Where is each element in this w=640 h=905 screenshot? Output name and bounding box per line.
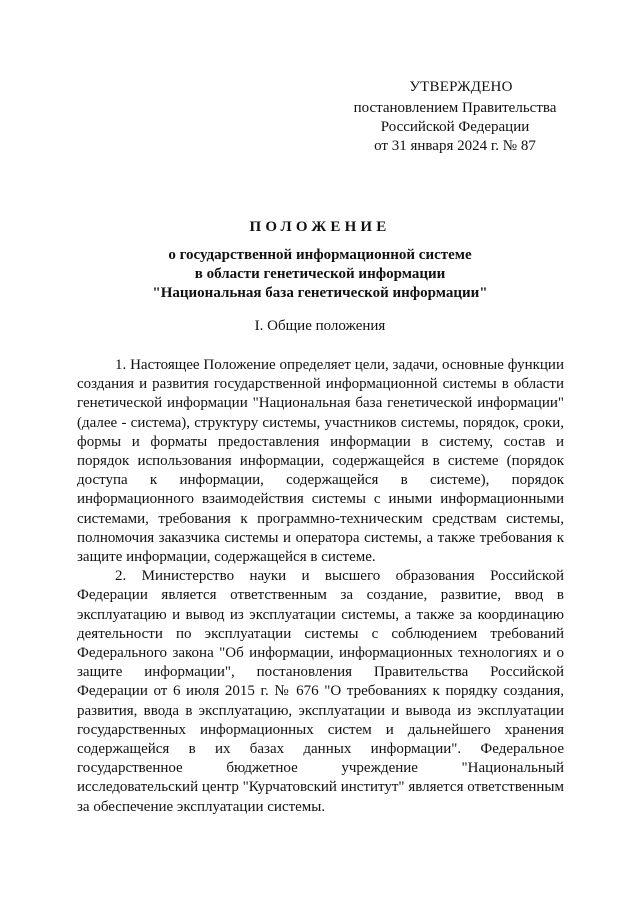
subtitle-line-2: в области генетической информации [194, 266, 446, 282]
subtitle-line-3: "Национальная база генетической информации" [152, 285, 488, 301]
approval-stamp-title: УТВЕРЖДЕНО [409, 79, 513, 95]
approval-line-date: от 31 января 2024 г. № 87 [374, 138, 536, 154]
paragraph-1: 1. Настоящее Положение определяет цели, задачи, основные функции создания и развития государственной информационной системы в области генетической информации "Национальная база генетической информации" (далее - система), структуру системы, участников системы, порядок, сроки, формы и форматы предоставления информации в систему, состав и порядок использования информации, содержащейся в системе (порядок доступа к информации, содержащейся в системе), порядок информационного взаимодействия системы с иными информационными системами, требования к программно-техническим средствам системы, полномочия заказчика системы и оператора системы, а также требования к защите информации, содержащейся в системе. [77, 357, 564, 566]
section-heading: I. Общие положения [254, 318, 386, 334]
document-subtitle [0, 246, 640, 303]
paragraph-2: 2. Министерство науки и высшего образования Российской Федерации является ответственным за создание, развитие, ввод в эксплуатацию и вывод из эксплуатации системы, а также за координацию деятельности по эксплуатации системы с соблюдением требований Федерального закона "Об информации, информационных технологиях и о защите информации", постановления Правительства Российской Федерации от 6 июля 2015 г. № 676 "О требованиях к порядку создания, развития, ввода в эксплуатацию, эксплуатации и вывода из эксплуатации государственных информационных систем и дальнейшего хранения содержащейся в их базах данных информации". Федеральное государственное бюджетное учреждение "Национальный исследовательский центр "Курчатовский институт" является ответственным за обеспечение эксплуатации системы. [77, 568, 564, 815]
subtitle-line-1: о государственной информационной системе [168, 247, 472, 263]
document-body [77, 356, 564, 817]
approval-line-decree: постановлением Правительства [353, 100, 557, 116]
approval-line-federation: Российской Федерации [380, 119, 530, 135]
document-title: ПОЛОЖЕНИЕ [249, 219, 391, 235]
approval-block [330, 78, 580, 156]
